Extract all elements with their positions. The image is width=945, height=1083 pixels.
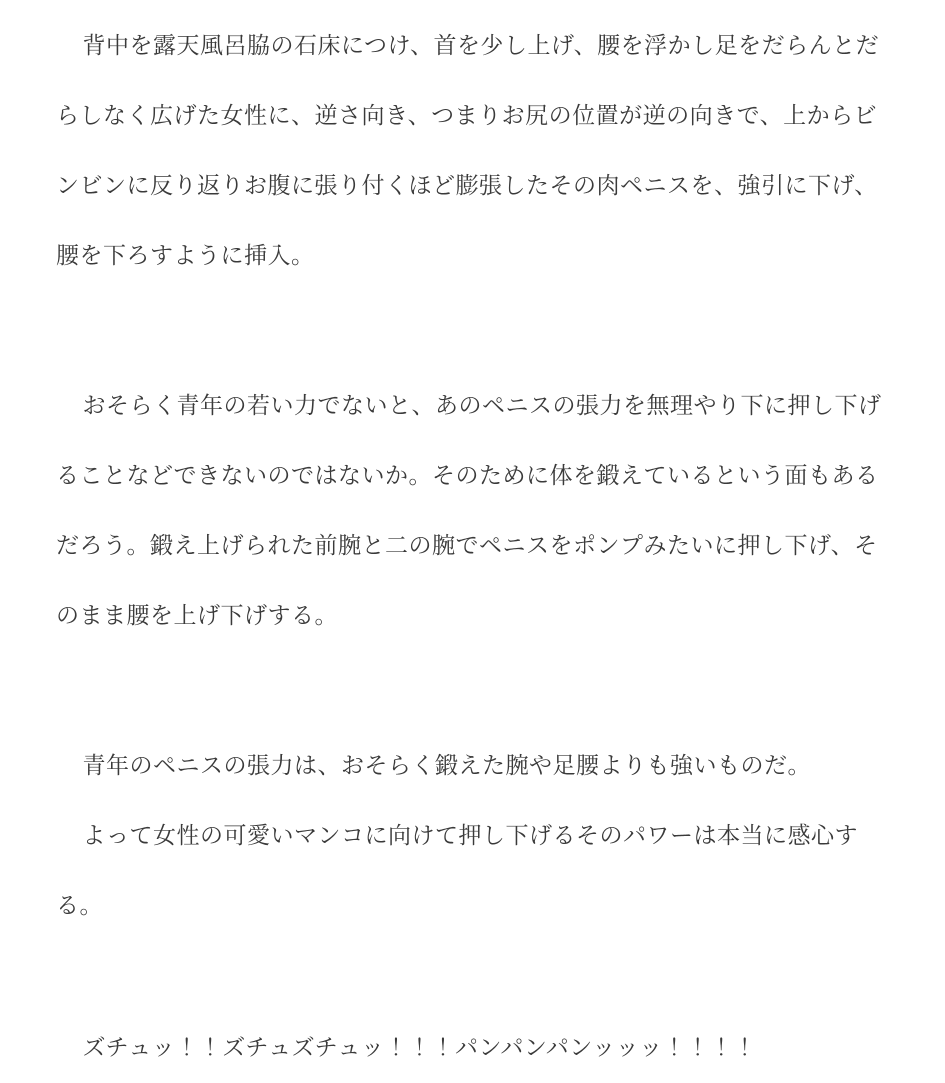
- paragraph-2: おそらく青年の若い力でないと、あのペニスの張力を無理やり下に押し下げることなどできないのではないか。そのために体を鍛えているという面もあるだろう。鍛え上げられた前腕と二の腕でペニスをポンプみたいに押し下げ、そのまま腰を上げ下げする。: [56, 393, 882, 628]
- paragraph-5: ズチュッ！！ズチュズチュッ！！！パンパンパンッッッ！！！！: [82, 1035, 757, 1060]
- paragraph-1: 背中を露天風呂脇の石床につけ、首を少し上げ、腰を浮かし足をだらんとだらしなく広げた女性に、逆さ向き、つまりお尻の位置が逆の向きで、上からビンビンに反り返りお腹に張り付くほど膨張したその肉ペニスを、強引に下げ、腰を下ろすように挿入。: [56, 33, 880, 268]
- paragraph-4: よって女性の可愛いマンコに向けて押し下げるそのパワーは本当に感心する。: [56, 823, 858, 918]
- paragraph-3: 青年のペニスの張力は、おそらく鍛えた腕や足腰よりも強いものだ。: [82, 753, 811, 778]
